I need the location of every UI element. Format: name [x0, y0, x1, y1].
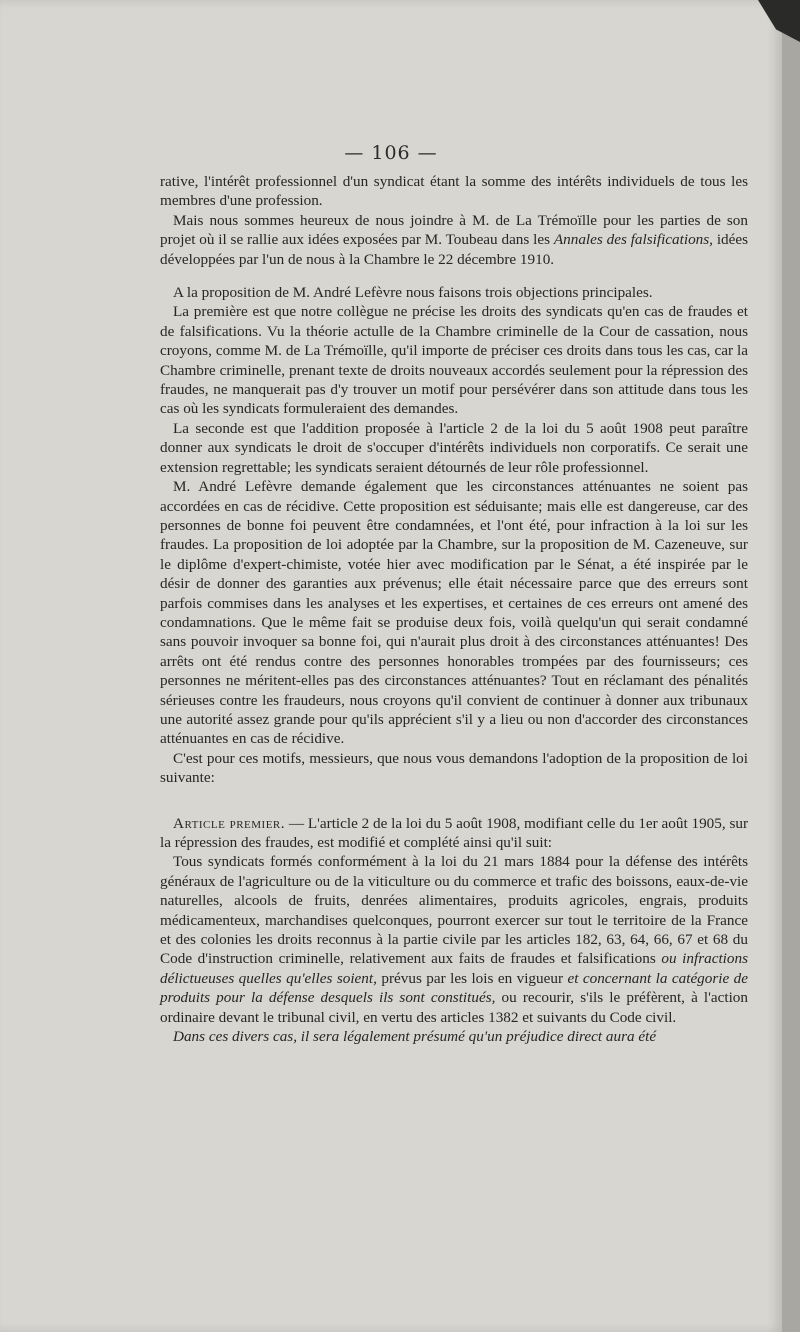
paragraph: rative, l'intérêt professionnel d'un syndicat étant la somme des intérêts individuels de tous les membres d'une profession.	[160, 173, 748, 210]
body-text	[160, 172, 748, 1046]
paragraph: Mais nous sommes heureux de nous joindre à M. de La Trémoïlle pour les parties de son projet où il se rallie aux idées exposées par M. Toubeau dans les Annales des falsifications, idées développées par l'un de nous à la Chambre le 22 décembre 1910.	[160, 211, 749, 268]
article-label: Article premier.	[173, 814, 286, 832]
paragraph: C'est pour ces motifs, messieurs, que nous vous demandons l'adoption de la proposition de loi suivante:	[160, 749, 748, 787]
page-edge	[782, 0, 800, 1332]
paragraph: La première est que notre collègue ne précise les droits des syndicats qu'en cas de fraudes et de falsifications. Vu la théorie actulle de la Chambre criminelle de la Cour de cassation, nous croyons, comme M. de La Trémoïlle, qu'il importe de préciser ces droits dans tous les cas, car la Chambre criminelle, prenant texte de droits nouveaux accordés seulement pour la répression des fraudes, ne manquerait pas d'y trouver un motif pour persévérer dans son attitude dans tous les cas où les syndicats formuleraient des demandes.	[160, 303, 748, 418]
article-body: Tous syndicats formés conformément à la loi du 21 mars 1884 pour la défense des intérêts généraux de l'agriculture ou de la viticulture ou du commerce et trafic des boissons, eaux-de-vie naturelles, alcools de fruits, denrées alimentaires, produits agricoles, engrais, produits médicamenteux, marchandises quelconques, pourront exercer sur tout le territoire de la France et des colonies les droits reconnus à la partie civile par les articles 182, 63, 64, 66, 67 et 68 du Code d'instruction criminelle, relativement aux faits de fraudes et falsifications ou infractions délictueuses quelles qu'elles soient, prévus par les lois en vigueur et concernant la catégorie de produits pour la défense desquels ils sont constitués, ou recourir, s'ils le préfèrent, à l'action ordinaire devant le tribunal civil, en vertu des articles 1382 et suivants du Code civil.	[160, 853, 749, 1026]
paragraph: La seconde est que l'addition proposée à l'article 2 de la loi du 5 août 1908 peut paraître donner aux syndicats le droit de s'occuper d'intérêts individuels non corporatifs. Ce serait une extension regrettable; les syndicats seraient détournés de leur rôle professionnel.	[160, 419, 748, 476]
page-number: — 106 —	[344, 142, 438, 164]
journal-title: Annales des falsifications,	[553, 231, 713, 249]
article-intro: Article premier. — L'article 2 de la loi du 5 août 1908, modifiant celle du 1er août 1905, sur la répression des fraudes, est modifié et complété ainsi qu'il suit:	[160, 814, 749, 851]
paragraph: A la proposition de M. André Lefèvre nous faisons trois objections principales.	[173, 284, 653, 302]
paragraph: M. André Lefèvre demande également que les circonstances atténuantes ne soient pas accordées en cas de récidive. Cette proposition est séduisante; mais elle est dangereuse, car des personnes de bonne foi peuvent être condamnées, et l'ont été, pour infraction à la loi sur les fraudes. La proposition de loi adoptée par la Chambre, sur la proposition de M. Cazeneuve, sur le diplôme d'expert-chimiste, votée hier avec modification par le Sénat, a été inspirée par le désir de donner des garanties aux prévenus; elle était nécessaire parce que des erreurs sont parfois commises dans les analyses et les expertises, et certaines de ces erreurs ont amené des condamnations. Que le même fait se produise deux fois, voilà quelqu'un qui serait condamné sans pouvoir invoquer sa bonne foi, qui n'aurait plus droit à des circonstances atténuantes! Des arrêts ont été rendus contre des personnes honorables trompées par des fournisseurs; ces personnes ne méritent-elles pas des circonstances atténuantes? Tout en réclamant des pénalités sérieuses contre les fraudeurs, nous croyons qu'il convient de continuer à donner aux tribunaux une autorité assez grande pour qu'ils apprécient s'il y a lieu ou non d'accorder des circonstances atténuantes en cas de récidive.	[160, 478, 748, 748]
article-last-line: Dans ces divers cas, il sera légalement présumé qu'un préjudice direct aura été	[173, 1028, 657, 1046]
